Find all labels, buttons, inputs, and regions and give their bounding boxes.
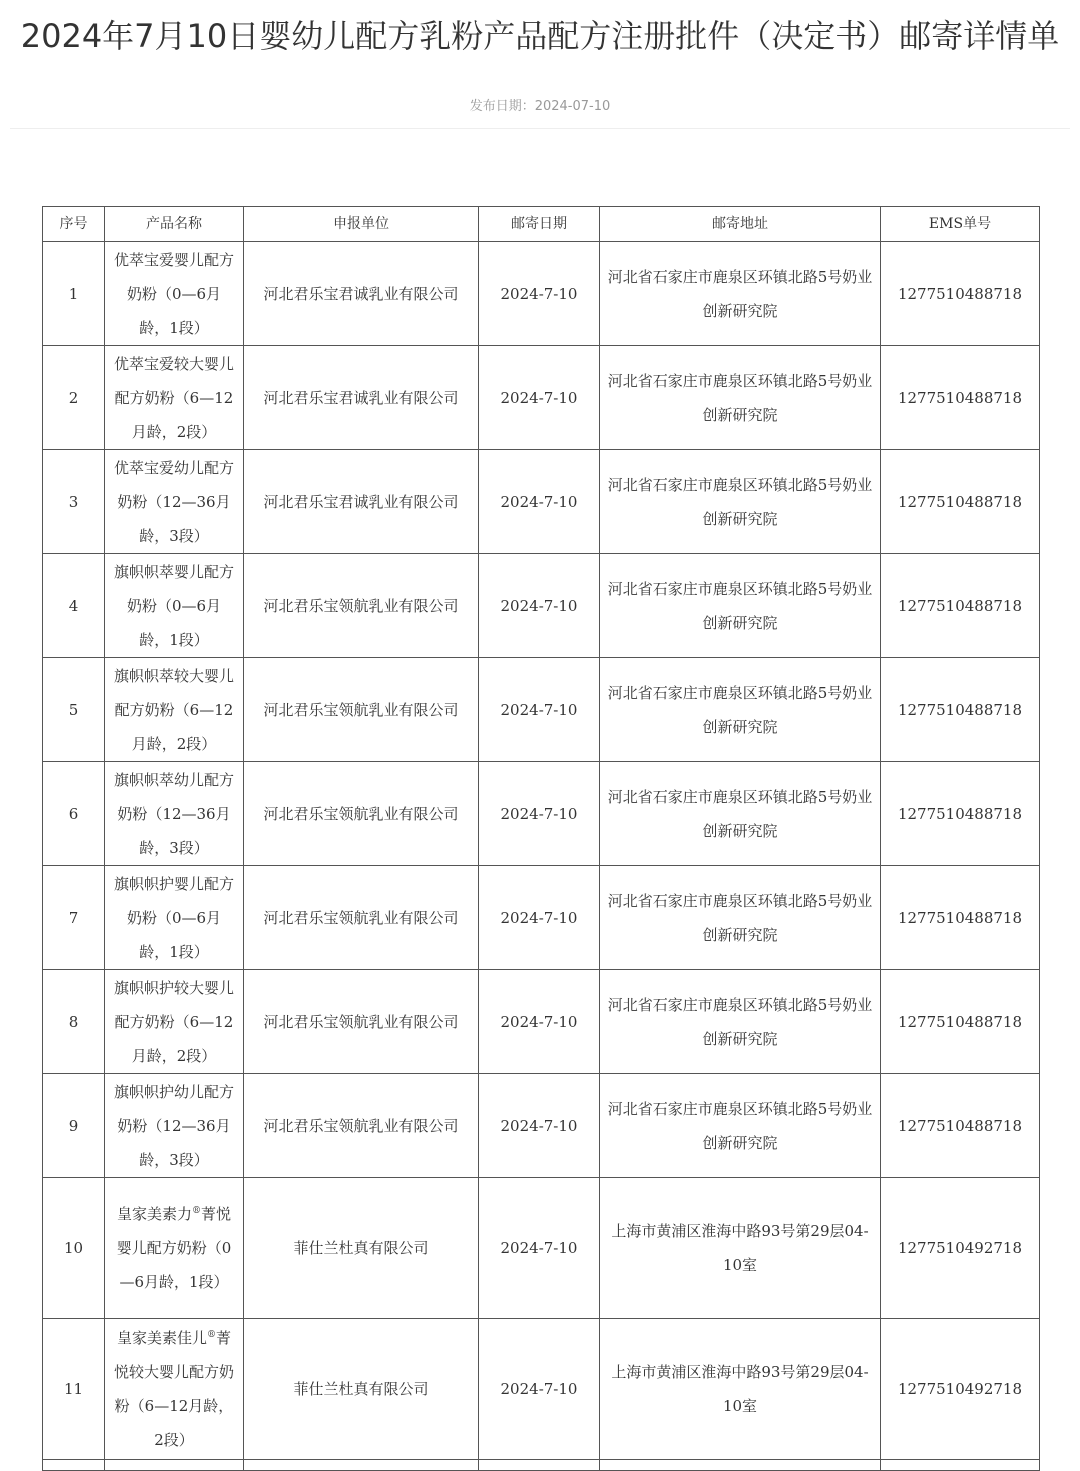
table-row [43,658,1040,762]
table-row [43,1074,1040,1178]
cell-ems: 1277510488718 [881,1074,1040,1178]
cell-date: 2024-7-10 [479,1178,600,1319]
cell-date: 2024-7-10 [479,762,600,866]
cell-date: 2024-7-10 [479,658,600,762]
cell-product: 优萃宝爱婴儿配方奶粉（0—6月龄，1段） [105,242,244,346]
column-header-company: 申报单位 [244,207,479,242]
cell-ems: 1277510488718 [881,970,1040,1074]
cell-date: 2024-7-10 [479,970,600,1074]
cell-company: 河北君乐宝领航乳业有限公司 [244,1074,479,1178]
cell-no: 6 [43,762,105,866]
table-row [43,242,1040,346]
cell-product [105,1319,244,1460]
cell-no: 7 [43,866,105,970]
registered-mark: ® [192,1206,201,1216]
cell-ems: 1277510488718 [881,450,1040,554]
column-header-no: 序号 [43,207,105,242]
cell-no: 1 [43,242,105,346]
table-row [43,1178,1040,1319]
cell-no: 9 [43,1074,105,1178]
table-row [43,762,1040,866]
cell-company: 河北君乐宝君诚乳业有限公司 [244,346,479,450]
page-title: 2024年7月10日婴幼儿配方乳粉产品配方注册批件（决定书）邮寄详情单 [20,17,1060,55]
cell-company: 河北君乐宝君诚乳业有限公司 [244,450,479,554]
cell-company: 河北君乐宝领航乳业有限公司 [244,970,479,1074]
table-row [43,554,1040,658]
cell-date: 2024-7-10 [479,346,600,450]
cell-ems: 1277510488718 [881,658,1040,762]
cell-date: 2024-7-10 [479,1074,600,1178]
registered-mark: ® [207,1330,216,1340]
cell-date: 2024-7-10 [479,1319,600,1460]
mail-details-table [42,206,1040,1471]
cell-ems: 1277510488718 [881,762,1040,866]
column-header-date: 邮寄日期 [479,207,600,242]
cell-address: 河北省石家庄市鹿泉区环镇北路5号奶业创新研究院 [600,242,881,346]
cell-address: 上海市黄浦区淮海中路93号第29层04-10室 [600,1319,881,1460]
cell-address: 河北省石家庄市鹿泉区环镇北路5号奶业创新研究院 [600,970,881,1074]
cell-product: 旗帜帜护幼儿配方奶粉（12—36月龄，3段） [105,1074,244,1178]
cell-no: 4 [43,554,105,658]
cell-product [105,1178,244,1319]
table-row-cut [43,1460,1040,1471]
cell-no: 10 [43,1178,105,1319]
cell-product: 优萃宝爱较大婴儿配方奶粉（6—12月龄，2段） [105,346,244,450]
divider [10,128,1070,129]
table-row [43,1319,1040,1460]
cell-address: 河北省石家庄市鹿泉区环镇北路5号奶业创新研究院 [600,554,881,658]
cell-company: 菲仕兰杜真有限公司 [244,1178,479,1319]
cell-no: 3 [43,450,105,554]
cell-product: 旗帜帜护婴儿配方奶粉（0—6月龄，1段） [105,866,244,970]
product-name-part: 菁悦婴儿配方奶粉（0—6月龄，1段） [116,1205,232,1291]
cell-no: 2 [43,346,105,450]
column-header-ems: EMS单号 [881,207,1040,242]
column-header-product: 产品名称 [105,207,244,242]
cell-address: 河北省石家庄市鹿泉区环镇北路5号奶业创新研究院 [600,450,881,554]
cell-ems: 1277510488718 [881,554,1040,658]
table-row [43,450,1040,554]
cell-ems: 1277510488718 [881,242,1040,346]
cell-address: 上海市黄浦区淮海中路93号第29层04-10室 [600,1178,881,1319]
cell-product: 优萃宝爱幼儿配方奶粉（12—36月龄，3段） [105,450,244,554]
cell-address: 河北省石家庄市鹿泉区环镇北路5号奶业创新研究院 [600,658,881,762]
cell-address: 河北省石家庄市鹿泉区环镇北路5号奶业创新研究院 [600,866,881,970]
cell-empty [881,1460,1040,1471]
cell-date: 2024-7-10 [479,866,600,970]
cell-date: 2024-7-10 [479,554,600,658]
cell-address: 河北省石家庄市鹿泉区环镇北路5号奶业创新研究院 [600,762,881,866]
table-row [43,866,1040,970]
cell-company: 河北君乐宝领航乳业有限公司 [244,866,479,970]
cell-product: 旗帜帜护较大婴儿配方奶粉（6—12月龄，2段） [105,970,244,1074]
cell-no: 8 [43,970,105,1074]
cell-ems: 1277510492718 [881,1178,1040,1319]
cell-product: 旗帜帜萃较大婴儿配方奶粉（6—12月龄，2段） [105,658,244,762]
product-name-part: 皇家美素力 [116,1205,192,1223]
product-name-part: 皇家美素佳儿 [116,1329,207,1347]
cell-company: 河北君乐宝领航乳业有限公司 [244,762,479,866]
cell-address: 河北省石家庄市鹿泉区环镇北路5号奶业创新研究院 [600,346,881,450]
cell-empty [479,1460,600,1471]
cell-company: 菲仕兰杜真有限公司 [244,1319,479,1460]
cell-ems: 1277510492718 [881,1319,1040,1460]
table-row [43,970,1040,1074]
cell-empty [244,1460,479,1471]
table-row [43,346,1040,450]
table-header-row [43,207,1040,242]
cell-date: 2024-7-10 [479,242,600,346]
cell-empty [43,1460,105,1471]
column-header-address: 邮寄地址 [600,207,881,242]
cell-ems: 1277510488718 [881,346,1040,450]
cell-no: 11 [43,1319,105,1460]
cell-empty [105,1460,244,1471]
cell-product: 旗帜帜萃幼儿配方奶粉（12—36月龄，3段） [105,762,244,866]
cell-ems: 1277510488718 [881,866,1040,970]
cell-company: 河北君乐宝领航乳业有限公司 [244,658,479,762]
cell-no: 5 [43,658,105,762]
product-name-part: 菁悦较大婴儿配方奶粉（6—12月龄，2段） [113,1329,234,1449]
publish-date: 发布日期：2024-07-10 [469,99,611,114]
cell-date: 2024-7-10 [479,450,600,554]
cell-empty [600,1460,881,1471]
cell-company: 河北君乐宝君诚乳业有限公司 [244,242,479,346]
cell-company: 河北君乐宝领航乳业有限公司 [244,554,479,658]
cell-product: 旗帜帜萃婴儿配方奶粉（0—6月龄，1段） [105,554,244,658]
cell-address: 河北省石家庄市鹿泉区环镇北路5号奶业创新研究院 [600,1074,881,1178]
